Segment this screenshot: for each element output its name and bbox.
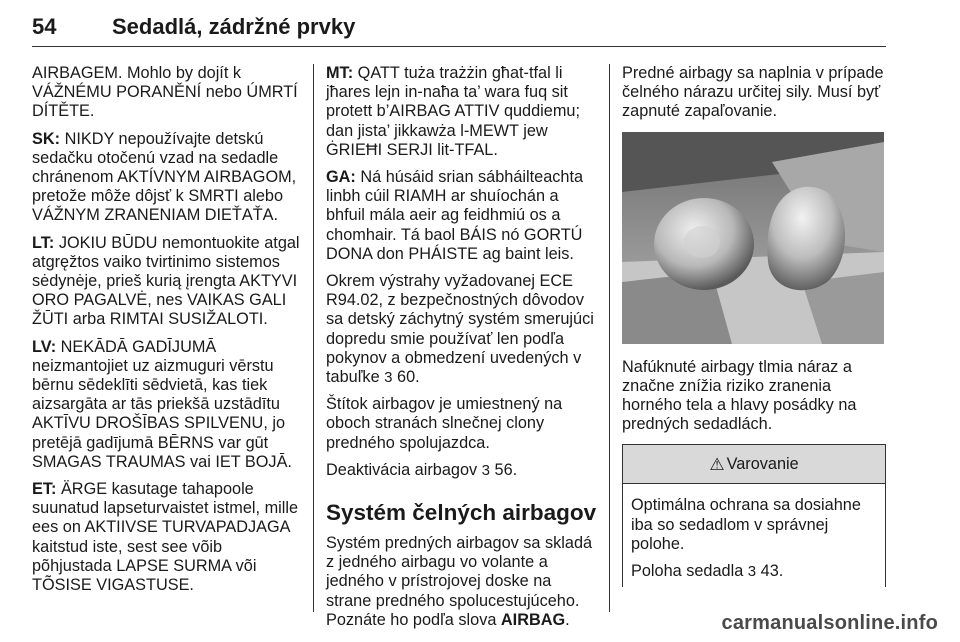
page-ref[interactable]: 60. bbox=[397, 368, 420, 387]
warning-et bbox=[32, 480, 304, 595]
lang-label: ET: bbox=[32, 480, 57, 499]
column-right bbox=[622, 64, 886, 587]
label-paragraph: Štítok airbagov je umiestnený na oboch stranách slnečnej clony predného spolujazdca. bbox=[326, 395, 563, 452]
section-heading: Systém čelných airbagov bbox=[326, 500, 597, 526]
warning-sk bbox=[32, 130, 304, 226]
page-ref[interactable]: 43. bbox=[760, 562, 784, 581]
lang-label: LT: bbox=[32, 233, 55, 252]
page-ref[interactable]: 56. bbox=[494, 460, 518, 479]
warning-ref-paragraph bbox=[631, 562, 877, 581]
section-title: Sedadlá, zádržné prvky bbox=[112, 14, 356, 39]
page-ref-icon: 3 bbox=[747, 563, 757, 581]
warning-triangle-icon: ⚠ bbox=[709, 454, 725, 474]
airbag-photo bbox=[622, 132, 884, 344]
warning-text: ÄRGE kasutage tahapoole suunatud lapseturvaistet istmel, mille ees on AKTIIVSE TURVAPADJAGA kaitstud iste, sest see võib põhjustada LAPSE SURMA või TÕSISE VIGASTUSE. bbox=[32, 480, 299, 595]
system-paragraph bbox=[326, 534, 598, 630]
warning-mt bbox=[326, 64, 598, 160]
page-number: 54 bbox=[32, 14, 57, 39]
warning-body bbox=[623, 484, 885, 587]
lang-label: LV: bbox=[32, 337, 57, 356]
paragraph-text: Systém predných airbagov sa skladá z jedného airbagu vo volante a jedného v prístrojovej doske na strane predného spolucestujúceho. Poznáte ho podľa slova bbox=[326, 534, 593, 629]
warning-lt bbox=[32, 234, 304, 330]
warning-title: Varovanie bbox=[726, 454, 799, 473]
warning-text: Optimálna ochrana sa dosiahne iba so sedadlom v správnej polohe. bbox=[631, 496, 861, 553]
column-left bbox=[32, 64, 304, 603]
lang-label: SK: bbox=[32, 129, 61, 148]
deactivation-paragraph bbox=[326, 461, 598, 480]
column-middle bbox=[326, 64, 598, 638]
warning-text: Ná húsáid srian sábháilteachta linbh cúil RIAMH ar shuíochán a bhfuil mála aeir ag feidhmiú os a chomhair. Tá baol BÁIS nó GORTÚ DONA don PHÁISTE ag baint leis. bbox=[326, 168, 584, 263]
warning-ga bbox=[326, 168, 598, 264]
paragraph-text: Okrem výstrahy vyžadovanej ECE R94.02, z bezpečnostných dôvodov sa detský záchytný systém smerujúci dopredu smie používať len podľa pokynov a obmedzení uvedených v tabuľke bbox=[326, 272, 594, 387]
warning-text: QATT tuża trażżin għat-tfal li jħares lejn in-naħa ta’ wara fuq sit protett b’AIRBAG ATTIV quddiemu; dan jista’ jikkawża l-MEWT jew ĠRIEĦI SERJI lit-TFAL. bbox=[326, 64, 580, 159]
warning-header bbox=[623, 445, 885, 484]
warning-box bbox=[622, 444, 886, 587]
page-header bbox=[32, 10, 886, 47]
intro-paragraph: Predné airbagy sa naplnia v prípade čelného nárazu určitej sily. Musí byť zapnuté zapaľovanie. bbox=[622, 64, 884, 121]
watermark: carmanualsonline.info bbox=[721, 612, 938, 634]
ece-paragraph bbox=[326, 272, 598, 387]
warning-text: NIKDY nepoužívajte detskú sedačku otočenú vzad na sedadle chránenom AKTÍVNYM AIRBAGOM, pretože môže dôjsť k SMRTI alebo VÁŽNYM ZRANENIAM DIEŤAŤA. bbox=[32, 129, 297, 225]
warning-lv bbox=[32, 338, 304, 472]
page-ref-icon: 3 bbox=[481, 461, 491, 479]
lang-label: GA: bbox=[326, 168, 356, 187]
warning-text: NEKĀDĀ GADĪJUMĀ neizmantojiet uz aizmuguri vērstu bērnu sēdeklīti sēdvietā, kas tiek aizsargāta ar tās priekšā uzstādītu AKTĪVU DROŠĪBAS SPILVENU, jo pretējā gadījumā BĒRNS var gūt SMAGAS TRAUMAS vai IET BOJĀ. bbox=[32, 337, 292, 471]
column-divider bbox=[313, 64, 314, 612]
paragraph-text: Deaktivácia airbagov bbox=[326, 460, 478, 479]
page-ref-icon: 3 bbox=[384, 369, 393, 387]
photo-caption: Nafúknuté airbagy tlmia náraz a značne znížia riziko zranenia horného tela a hlavy posádky na predných sedadlách. bbox=[622, 357, 857, 434]
airbag-illustration bbox=[622, 132, 884, 344]
lang-label: MT: bbox=[326, 64, 354, 82]
column-divider bbox=[609, 64, 610, 612]
continued-warning-text: AIRBAGEM. Mohlo by dojít k VÁŽNÉMU PORANĚNÍ nebo ÚMRTÍ DÍTĚTE. bbox=[32, 64, 298, 121]
warning-text: JOKIU BŪDU nemontuokite atgal atgręžtos vaiko tvirtinimo sistemos sėdynėje, prieš kurią įrengta AKTYVI ORO PAGALVĖ, nes VAIKAS GALI ŽŪTI arba RIMTAI SUSIŽALOTI. bbox=[32, 233, 300, 329]
paragraph-end: . bbox=[565, 610, 570, 629]
airbag-word: AIRBAG bbox=[500, 610, 566, 629]
paragraph-text: Poloha sedadla bbox=[631, 562, 744, 581]
